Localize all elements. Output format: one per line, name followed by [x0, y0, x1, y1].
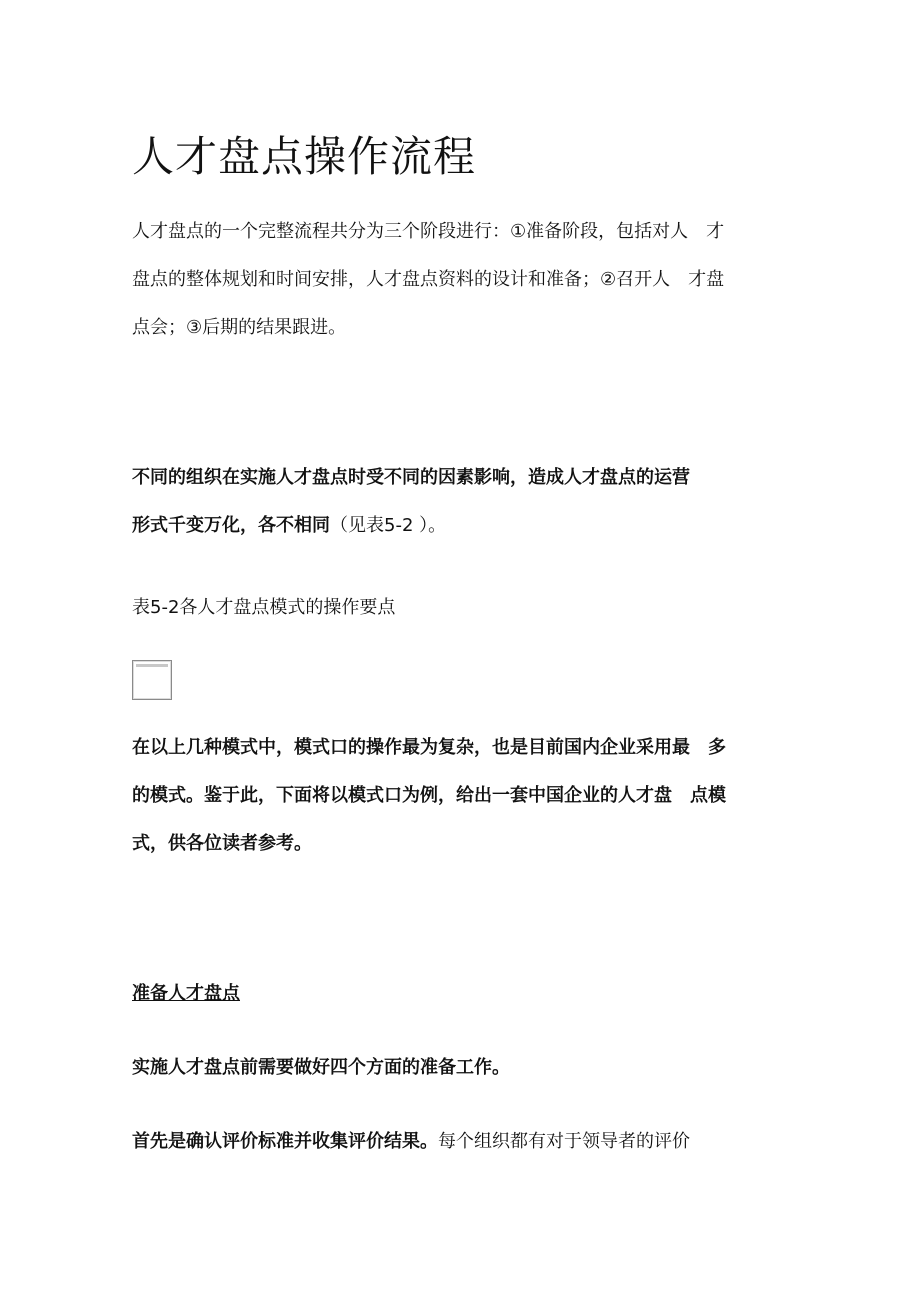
organization-line-2	[132, 502, 792, 550]
criteria-paragraph	[132, 1122, 690, 1162]
organization-line-1: 不同的组织在实施人才盘点时受不同的因素影响，造成人才盘点的运营	[132, 467, 690, 488]
preparation-paragraph: 实施人才盘点前需要做好四个方面的准备工作。	[132, 1057, 510, 1078]
mode-line-1: 在以上几种模式中，模式口的操作最为复杂，也是目前国内企业采用最 多	[132, 737, 726, 758]
mode-line-2: 的模式。鉴于此，下面将以模式口为例，给出一套中国企业的人才盘 点模	[132, 785, 726, 806]
section-heading: 准备人才盘点	[132, 983, 240, 1004]
document-title: 人才盘点操作流程	[132, 132, 477, 181]
intro-line-3: 点会；③后期的结果跟进。	[132, 317, 347, 338]
intro-line-2: 盘点的整体规划和时间安排，人才盘点资料的设计和准备；②召开人 才盘	[132, 269, 725, 290]
organization-paragraph	[132, 454, 792, 550]
criteria-text: 每个组织都有对于领导者的评价	[438, 1131, 690, 1152]
table-image-placeholder	[132, 660, 172, 700]
table-reference: （见表5-2 ）。	[330, 515, 447, 536]
organization-line-2-bold: 形式千变万化，各不相同	[132, 515, 330, 536]
table-caption: 表5-2各人才盘点模式的操作要点	[132, 597, 396, 618]
intro-paragraph	[132, 208, 792, 352]
mode-line-3: 式，供各位读者参考。	[132, 833, 312, 854]
intro-line-1: 人才盘点的一个完整流程共分为三个阶段进行：①准备阶段，包括对人 才	[132, 221, 725, 242]
criteria-lead: 首先是确认评价标准并收集评价结果。	[132, 1131, 438, 1152]
mode-paragraph	[132, 724, 792, 868]
image-placeholder-bar	[136, 664, 168, 667]
